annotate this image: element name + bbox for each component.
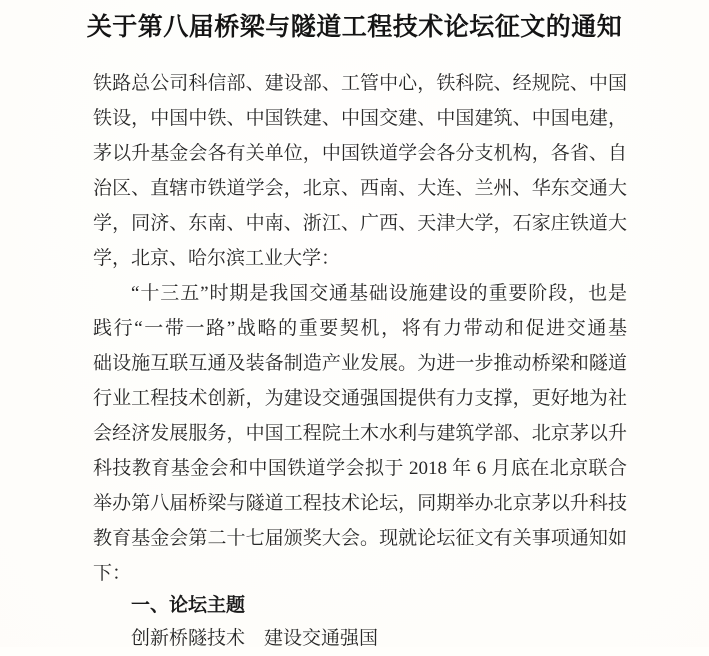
document-line: 举办第八届桥梁与隧道工程技术论坛，同期举办北京茅以升科技 — [93, 493, 627, 514]
document-line: 践行“一带一路”战略的重要契机，将有力带动和促进交通基 — [93, 318, 627, 339]
document-line: 茅以升基金会各有关单位，中国铁道学会各分支机构，各省、自 — [93, 143, 627, 164]
document-line: 会经济发展服务，中国工程院土木水利与建筑学部、北京茅以升 — [93, 423, 627, 444]
document-title: 关于第八届桥梁与隧道工程技术论坛征文的通知 — [86, 14, 623, 41]
section-heading: 一、论坛主题 — [131, 595, 246, 616]
document-line: 教育基金会第二十七届颁奖大会。现就论坛征文有关事项通知如 — [93, 528, 627, 549]
document-line: 学，北京、哈尔滨工业大学： — [93, 248, 341, 269]
document-line: 铁路总公司科信部、建设部、工管中心，铁科院、经规院、中国 — [93, 73, 627, 94]
document-line: 科技教育基金会和中国铁道学会拟于 2018 年 6 月底在北京联合 — [93, 458, 627, 479]
document-line: 下： — [93, 563, 132, 584]
document-line: 础设施互联互通及装备制造产业发展。为进一步推动桥梁和隧道 — [93, 353, 627, 374]
document-body — [93, 66, 627, 656]
document-line: 创新桥隧技术 建设交通强国 — [131, 628, 379, 649]
document-line: 行业工程技术创新，为建设交通强国提供有力支撑，更好地为社 — [93, 388, 627, 409]
document-line: 学，同济、东南、中南、浙江、广西、天津大学，石家庄铁道大 — [93, 213, 627, 234]
document-line: “十三五”时期是我国交通基础设施建设的重要阶段，也是 — [131, 283, 627, 304]
document-line: 治区、直辖市铁道学会，北京、西南、大连、兰州、华东交通大 — [93, 178, 627, 199]
document-line: 铁设，中国中铁、中国铁建、中国交建、中国建筑、中国电建， — [93, 108, 627, 129]
